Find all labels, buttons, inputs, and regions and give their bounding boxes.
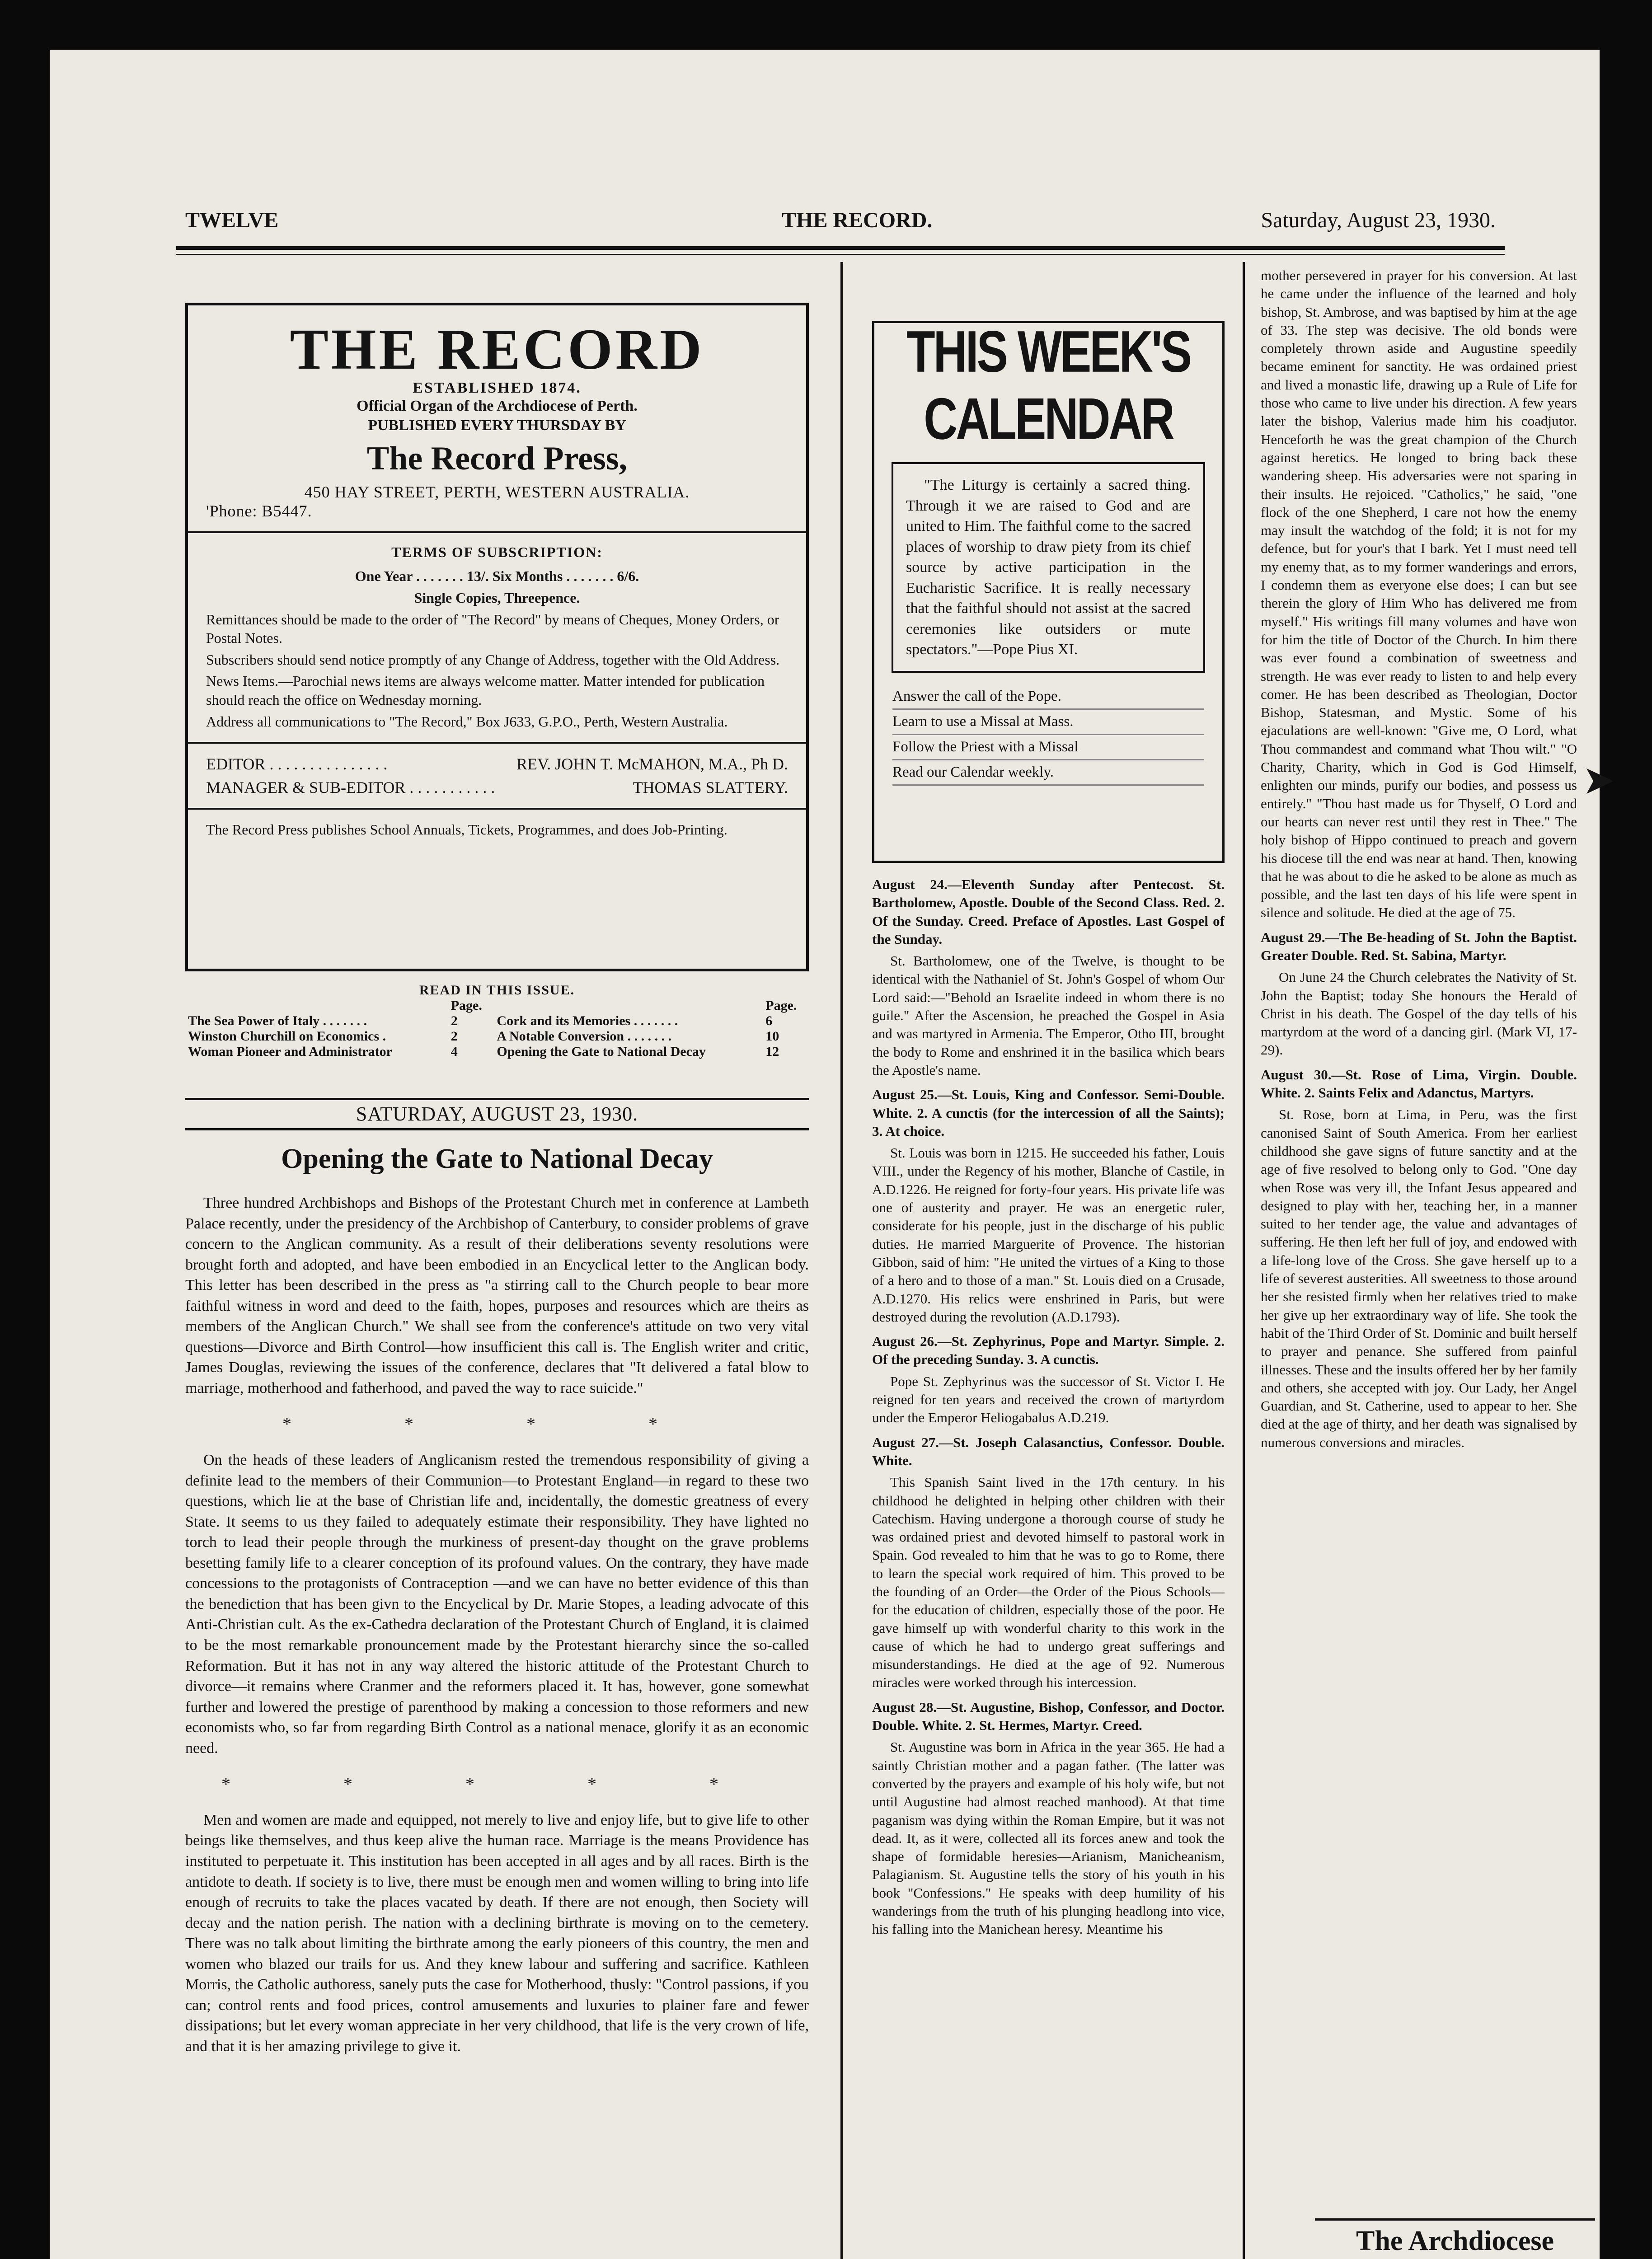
feast-heading: August 30.—St. Rose of Lima, Virgin. Double. White. 2. Saints Felix and Adanctus, Martyrs. <box>1261 1066 1577 1101</box>
contents-title: Woman Pioneer and Administrator <box>188 1044 392 1059</box>
calendar-line: Learn to use a Missal at Mass. <box>892 710 1204 735</box>
feast-body: St. Rose, born at Lima, in Peru, was the first canonised Saint of South America. From her earliest childhood she gave signs of future sanctity and at the age of five resolved to belong only to God. "One day when Rose was very ill, the Infant Jesus appeared and designed to play with her, teaching her, in a manner suited to her tender age, the value and advantages of suffering. He then left her full of joy, and endowed with a life-long love of the Cross. She gave herself up to a life of severest austerities. All sweetness to those around her she resisted firmly when her relatives tried to make her give up her extraordinary way of life. She took the habit of the Third Order of St. Dominic and built herself to prayer and penance. She suffered from painful illnesses. These and the insults offered her by her family and others, she accepted with joy. Our Lady, her Angel Guardian, and St. Catherine, used to appear to her. She died at the age of thirty, and her death was signalised by numerous conversions and miracles. <box>1261 1106 1577 1450</box>
feast-body: St. Augustine was born in Africa in the year 365. He had a saintly Christian mother and a pagan father. (The latter was converted by the prayers and example of his holy wife, but not until Augustine had almost reached manhood). At that time paganism was dying within the Roman Empire, but it was not dead. It, as it were, collected all its forces anew and took the shape of formidable heresies—Arianism, Manicheanism, Palagianism. St. Augustine tells the story of his youth in his book "Confessions." He speaks with deep humility of his wanderings from the truth of his plunging headlong into vice, his falling into the Manichean heresy. Meantime his <box>872 1739 1225 1937</box>
paper-name: THE RECORD. <box>782 208 933 232</box>
terms-remittances: Remittances should be made to the order of "The Record" by means of Cheques, Money Orders, or Postal Notes. <box>206 611 779 647</box>
feast-body: St. Louis was born in 1215. He succeeded his father, Louis VIII., under the Regency of his mother, Blanche of Castile, in A.D.1226. He reigned for forty-four years. His private life was one of austerity and prayer. He was an energetic ruler, considerate for his people, just in the discharge of his public duties. He married Marguerite of Provence. The historian Gibbon, said of him: "He united the virtues of a King to those of a hero and to those of a man." St. Louis died on a Crusade, A.D.1270. His relics were enshrined in Paris, but were destroyed during the revolution (A.D.1793). <box>872 1145 1225 1325</box>
calendar-line: Follow the Priest with a Missal <box>892 735 1204 760</box>
feast-body: This Spanish Saint lived in the 17th century. In his childhood he delighted in helping other children with their Catechism. Having undergone a thorough course of study he was ordained priest and devoted himself to pastoral work in Spain. God revealed to him that he was to go to Rome, there to learn the special work required of him. This proved to be the founding of an Order—the Order of the Pious Schools—for the education of children, especially those of the poor. He gave himself up with wonderful charity to this work in the cause of which he had to undergo great sufferings and misunderstandings. He died at the age of 92. Numerous miracles were worked through his intercession. <box>872 1474 1225 1691</box>
section-stars: * * * * <box>282 1414 712 1434</box>
margin-arrow-icon: ➤ <box>1584 761 1614 801</box>
article-paragraph: Men and women are made and equipped, not merely to live and enjoy life, but to give life to other beings like themselves, and thus keep alive the human race. Marriage is the means Providence has instituted to perpetuate it. This institution has been accepted in all ages and by all races. Birth is the antidote to death. If society is to live, there must be enough men and women willing to bring into life enough of recruits to take the places vacated by death. If there are not enough, then Society will decay and the nation perish. The nation with a declining birthrate is moving on to the cemetery. There was no talk about limiting the birthrate among the early pioneers of this country, the men and women who blazed our trails for us. And they knew labour and suffering and sacrifice. Kathleen Morris, the Catholic authoress, sanely puts the case for Motherhood, thusly: "Control passions, if you can; control rents and food prices, control amusements and luxuries to plainer fare and fewer dissipations; but let every woman appreciate in her very childhood, that life is the very crown of life, and that it is her amazing privilege to give it. <box>185 1811 809 2055</box>
table-row <box>185 1029 809 1044</box>
read-in-this-issue <box>185 983 809 1059</box>
article-paragraph: On the heads of these leaders of Anglicanism rested the tremendous responsibility of giving a definite lead to the members of their Communion—to Protestant England—in regard to these two questions, which lie at the base of Christian life and, incidentally, the domestic greatness of every State. It seems to us they failed to adequately estimate their responsibility. They have lighted no torch to lead their people through the murkiness of present-day thought on the grave problems besetting family life to a clearer conception of its profound values. On the contrary, they have made concessions to the protagonists of Contraception —and we can have no better evidence of this than the benediction that has been givn to the Encyclical by Dr. Marie Stopes, a leading advocate of this Anti-Christian cult. As the ex-Cathedra declaration of the Protestant Church of England, it is claimed to be the most remarkable pronouncement made by the Protestant hierarchy since the so-called Reformation. But it has not in any way altered the historic attitude of the Protestant Church to divorce—it remains where Cranmer and the reformers placed it. It has, however, gone somewhat further and lowered the prestige of parenthood by making a concession to those reformers and new economists who, so far from regarding Birth Control as a national menace, glorify it as an economic need. <box>185 1452 809 1757</box>
calendar-lines <box>892 684 1204 786</box>
feast-body: On June 24 the Church celebrates the Nativity of St. John the Baptist; today She honours the Herald of Christ in his death. The Gospel of the day tells of his martyrdom at the word of a dancing girl. (Mark VI, 17-29). <box>1261 969 1577 1058</box>
contents-page: 4 <box>451 1044 458 1059</box>
masthead-box <box>185 303 809 971</box>
read-in-title: READ IN THIS ISSUE. <box>419 983 575 998</box>
quote-text: "The Liturgy is certainly a sacred thing. Through it we are raised to God and are united to Him. The faithful come to the sacred places of worship to draw piety from its chief source by active participation in the Eucharistic Sacrifice. It is really necessary that the faithful should not assist at the sacred ceremonies like outsiders or mute spectators."—Pope Pius XI. <box>906 477 1191 658</box>
contents-page: 6 <box>765 1013 773 1028</box>
divider <box>188 808 806 810</box>
page-number: TWELVE <box>185 208 279 232</box>
contents-page: 2 <box>451 1029 458 1044</box>
feast-heading: August 24.—Eleventh Sunday after Pentecost. St. Bartholomew, Apostle. Double of the Second Class. Red. 2. Of the Sunday. Creed. Preface of Apostles. Last Gospel of the Sunday. <box>872 876 1225 947</box>
masthead-address: 450 HAY STREET, PERTH, WESTERN AUSTRALIA. <box>304 483 690 501</box>
header-rule <box>176 246 1505 250</box>
page-col-header: Page. <box>451 998 482 1013</box>
editor-row <box>206 755 788 773</box>
masthead-established: ESTABLISHED 1874. <box>413 380 582 397</box>
table-row <box>185 1044 809 1059</box>
contents-page: 12 <box>765 1044 779 1059</box>
feast-heading: August 29.—The Be-heading of St. John the Baptist. Greater Double. Red. St. Sabina, Martyr. <box>1261 929 1577 963</box>
press-note: The Record Press publishes School Annuals, Tickets, Programmes, and does Job-Printing. <box>206 821 727 838</box>
feast-heading: August 26.—St. Zephyrinus, Pope and Martyr. Simple. 2. Of the preceding Sunday. 3. A cunctis. <box>872 1333 1225 1368</box>
right-column <box>1261 267 1577 1458</box>
manager-name: THOMAS SLATTERY. <box>633 778 788 797</box>
pope-quote <box>892 462 1205 673</box>
calendar-line: Answer the call of the Pope. <box>892 684 1204 710</box>
manager-label: MANAGER & SUB-EDITOR . . . . . . . . . . . <box>206 778 495 797</box>
contents-header-row <box>185 998 809 1013</box>
calendar-box <box>872 321 1225 863</box>
column-rule <box>840 262 843 2259</box>
masthead-publisher: The Record Press, <box>366 440 628 478</box>
column-rule <box>1243 262 1245 2259</box>
table-row <box>185 1013 809 1029</box>
editor-label: EDITOR . . . . . . . . . . . . . . . <box>206 755 388 773</box>
archdiocese-section <box>1315 2218 1595 2259</box>
contents-title: Winston Churchill on Economics . <box>188 1029 386 1044</box>
article-paragraph: Three hundred Archbishops and Bishops of the Protestant Church met in conference at Lambeth Palace recently, under the presidency of the Archbishop of Canterbury, to consider problems of grave concern to the Anglican community. As a result of their deliberations seventy resolutions were brought forth and adopted, and have been embodied in an Encyclical letter to the Anglican body. This letter has been described in the press as "a stirring call to the Church people to bear more faithful witness in word and deed to the faith, hopes, purposes and resources which are theirs as members of the Anglican Church." We shall see from the conference's attitude on two very vital questions—Divorce and Birth Control—how insufficient this call is. The English writer and critic, James Douglas, reviewing the issues of the conference, declares that "It delivered a fatal blow to marriage, motherhood and fatherhood, and paved the way to race suicide." <box>185 1195 809 1397</box>
section-stars: * * * * * <box>221 1774 773 1795</box>
terms-rates: One Year . . . . . . . 13/. Six Months . . . . . . . 6/6. <box>355 568 639 585</box>
terms-single: Single Copies, Threepence. <box>414 589 580 606</box>
feast-heading: August 25.—St. Louis, King and Confessor. Semi-Double. White. 2. A cunctis (for the intercession of all the Saints); 3. At choice. <box>872 1087 1225 1139</box>
contents-page: 2 <box>451 1013 458 1028</box>
calendar-title: THIS WEEK'S CALENDAR <box>906 319 1190 452</box>
contents-page: 10 <box>765 1029 779 1044</box>
feast-heading: August 28.—St. Augustine, Bishop, Confessor, and Doctor. Double. White. 2. St. Hermes, Martyr. Creed. <box>872 1699 1225 1734</box>
terms-news: News Items.—Parochial news items are always welcome matter. Matter intended for publication should reach the office on Wednesday morning. <box>206 673 765 708</box>
header-rule-thin <box>176 254 1505 255</box>
augustine-continued: mother persevered in prayer for his conversion. At last he came under the influence of the learned and holy bishop, St. Ambrose, and was baptised by him at the age of 33. The step was decisive. The old bonds were completely thrown aside and Augustine speedily became eminent for sanctity. He was ordained priest and lived a monastic life, drawing up a Rule of Life for those who came to live under his direction. A few years later the bishop, Valerius made him his coadjutor. Henceforth he was the great champion of the Church against heretics. He longed to bring back these wandering sheep. His adversaries were not sparing in their insults. He rejoiced. "Catholics," he said, "one flock of the one Shepherd, I care not how the enemy may insult the watchdog of the fold; it is not for my defence, but for your's that I bark. Yet I must need tell my enemy that, as to my former wanderings and errors, I condemn them as everyone else does; I can but see therein the glory of Him Who has delivered me from myself." His writings fill many volumes and have won for him the title of Doctor of the Church. In him there was ever found a combination of sweetness and strength. He was ever ready to listen to and help every comer. He has been described as Theologian, Doctor Bishop, Statesman, and Mystic. Some of his ejaculations are well-known: "Give me, O Lord, what Thou commandest and command what Thou wilt." "O Charity, Charity, which in God is God Himself, enlighten our minds, purify our bodies, and possess us entirely." "Thou hast made us for Thyself, O Lord and our hearts can never rest until they rest in Thee." The holy bishop of Hippo continued to preach and govern his diocese till the end was near at hand. Then, knowing that he was about to die he asked to be alone as much as possible, and the last ten days of his life were spent in silence and solitude. He died at the age of 75. <box>1261 267 1577 921</box>
article-body <box>185 1193 809 2063</box>
calendar-entries <box>872 872 1225 1945</box>
contents-table <box>185 998 809 1059</box>
editor-name: REV. JOHN T. McMAHON, M.A., Ph D. <box>516 755 788 773</box>
page-header <box>185 208 1496 239</box>
date-bar: SATURDAY, AUGUST 23, 1930. <box>185 1098 809 1130</box>
contents-title: Cork and its Memories . . . . . . . <box>497 1013 678 1028</box>
calendar-line: Read our Calendar weekly. <box>892 760 1204 786</box>
divider <box>188 531 806 533</box>
masthead-phone: 'Phone: B5447. <box>206 502 312 520</box>
contents-title: A Notable Conversion . . . . . . . <box>497 1029 672 1044</box>
article-headline: Opening the Gate to National Decay <box>281 1144 713 1174</box>
page-col-header: Page. <box>765 998 797 1013</box>
terms-subscribers: Subscribers should send notice promptly of any Change of Address, together with the Old Address. <box>206 651 780 668</box>
masthead-title: THE RECORD <box>290 317 704 381</box>
contents-title: The Sea Power of Italy . . . . . . . <box>188 1013 367 1028</box>
newspaper-page <box>50 50 1614 2259</box>
masthead-published: PUBLISHED EVERY THURSDAY BY <box>368 417 626 434</box>
issue-date: Saturday, August 23, 1930. <box>1261 208 1496 232</box>
terms-address: Address all communications to "The Record," Box J633, G.P.O., Perth, Western Australia. <box>206 713 728 730</box>
feast-body: Pope St. Zephyrinus was the successor of St. Victor I. He reigned for ten years and received the crown of martyrdom under the Emperor Heliogabalus A.D.219. <box>872 1373 1225 1426</box>
manager-row <box>206 778 788 797</box>
contents-title: Opening the Gate to National Decay <box>497 1044 706 1059</box>
feast-body: St. Bartholomew, one of the Twelve, is thought to be identical with the Nathaniel of St. John's Gospel of whom Our Lord said:—"Behold an Israelite indeed in whom there is no guile." After the Ascension, he preached the Gospel in Asia and was martyred in Armenia. The Emperor, Otho III, brought the body to Rome and enshrined it in the basilica which bears the Apostle's name. <box>872 953 1225 1078</box>
feast-heading: August 27.—St. Joseph Calasanctius, Confessor. Double. White. <box>872 1434 1225 1468</box>
masthead-official: Official Organ of the Archdiocese of Perth. <box>357 398 638 415</box>
terms-title: TERMS OF SUBSCRIPTION: <box>391 544 603 561</box>
divider <box>188 742 806 744</box>
archdiocese-title: The Archdiocese <box>1315 2218 1595 2259</box>
